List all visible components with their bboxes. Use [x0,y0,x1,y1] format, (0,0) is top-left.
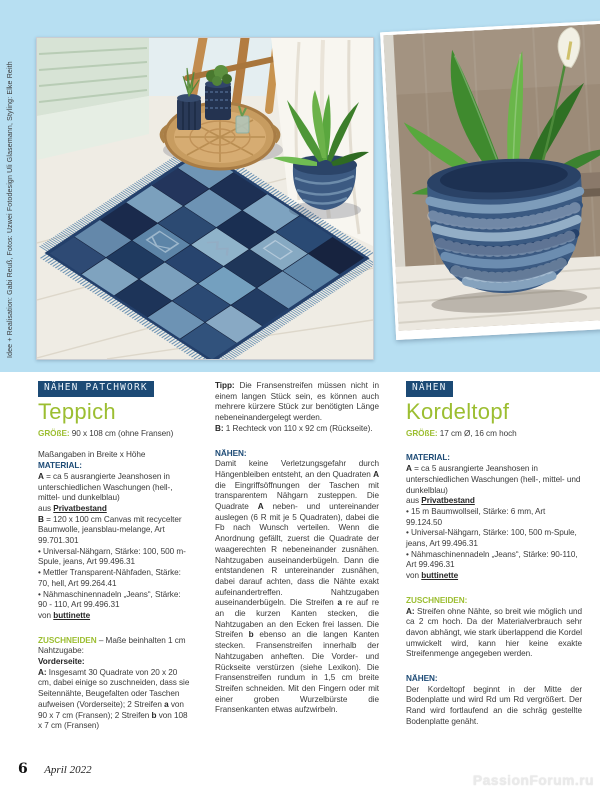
zuschneiden-heading: ZUSCHNEIDEN – Maße beinhalten 1 cm Nahtzugabe: [38,635,186,656]
material-item: A = ca 5 ausrangierte Jeanshosen in unterschiedlichen Waschungen (hell-, mittel- und dunkelblau) [406,464,581,495]
column-instructions [215,381,379,716]
material-item: • Nähmaschinennadeln „Jeans“, Stärke: 90-110, Art 99.496.31 [406,549,578,570]
material-heading: MATERIAL: [38,461,82,471]
rug-photo [36,37,374,360]
naehen-heading: NÄHEN: [215,448,247,458]
sewing-instructions: Damit keine Verletzungsgefahr durch Hängenbleiben entsteht, an den Quadraten A die Eingriffsöffnungen der Taschen mit transparentem Nähgarn zusteppen. Die Quadrate A neben- und untereinander auslegen (6 R mit je 5 Quadraten), dabei die Fb nach Wunsch verteilen. Wenn die Anordnung gefällt, zuerst die Quadrate der waagerechten R nebeneinander zusnähen. Nahtzugaben auseinanderbügeln. Dann die entstandenen R untereinander zusnähen, dabei darauf achten, dass die Nähte exakt aufeinandertreffen. Nahtzugaben auseinanderbügeln. Die Streifen a re auf re an die kurzen Kanten stecken, die Nahtzugaben an den Ecken frei lassen. Die Streifen b ebenso an die langen Kanten stecken. Fransenstreifen innerhalb der Nahtzugaben anheften. Die Vorder- und Rückseite verstürzen (siehe Lexikon). Die Fransenstreifen rundum in 1,5 cm breite Streifen schneiden. Mit den Fingern oder mit einer groben Wurzelbürste die Fransenkanten etwas aufzwirbeln. [215,459,379,715]
material-source: von buttinette [406,571,459,581]
material-item: • Universal-Nähgarn, Stärke: 100, 500 m-Spule, jeans, Art 99.496.31 [406,528,577,549]
basket-photo-illustration [383,23,600,330]
material-item: aus Privatbestand [406,496,475,506]
hero-section [0,0,600,372]
measure-note: Maßangaben in Breite x Höhe [38,450,146,460]
material-item: • Universal-Nähgarn, Stärke: 100, 500 m-Spule, jeans, Art 99.496.31 [38,546,186,567]
vorderseite-label: Vorderseite: [38,657,85,667]
article-title-kordeltopf: Kordeltopf [406,398,510,424]
cutting-instructions: A: Streifen ohne Nähte, so breit wie möglich und ca 2 cm hoch. Da der Materialverbrauch sehr davon abhängt, wie stark überlappend die Kordel umwickelt wird, kann hier keine exakte Streifenmenge angegeben werden. [406,606,582,659]
material-item: aus Privatbestand [38,503,107,513]
cutting-instructions: A: Insgesamt 30 Quadrate von 20 x 20 cm, dabei einige so zuschneiden, dass sie Seitennähte, Beugefalten oder Taschen aufweisen (Vorderseite); 2 Streifen a von 90 x 7 cm (Fransen); 2 Streifen b von 108 x 7 cm (Fransen) [38,667,190,731]
zuschneiden-heading: ZUSCHNEIDEN: [406,595,468,605]
page-number: 6 [18,761,28,777]
section-badge-naehen: NÄHEN [406,381,453,397]
piece-b-line: B: 1 Rechteck von 110 x 92 cm (Rückseite). [215,423,373,433]
section-badge-patchwork: NÄHEN PATCHWORK [38,381,154,397]
size-line: GRÖßE: 90 x 108 cm (ohne Fransen) [38,428,174,438]
tip-paragraph: Tipp: Die Fransenstreifen müssen nicht in einem langen Stück sein, es können auch mehrere kürzere Stück zur benötigten Länge nebeneinandergelegt werden. [215,381,379,423]
article-title-teppich: Teppich [38,398,116,424]
watermark: PassionForum.ru [472,772,594,788]
size-line: GRÖßE: 17 cm Ø, 16 cm hoch [406,428,517,438]
material-item: • Mettler Transparent-Nähfaden, Stärke: 70, hell, Art 99.264.41 [38,568,181,588]
rug-photo-illustration [37,38,373,359]
basket-photo [380,20,600,340]
issue-date: April 2022 [44,764,92,776]
column-teppich [38,381,191,732]
material-heading: MATERIAL: [406,453,450,463]
material-item: • 15 m Baumwollseil, Stärke: 6 mm, Art 99.124.50 [406,506,546,527]
naehen-heading: NÄHEN: [406,674,438,684]
material-item: A = ca 5 ausrangierte Jeanshosen in unterschiedlichen Waschungen (hell-, mittel- und dunkelblau) [38,471,173,503]
material-item: B = 120 x 100 cm Canvas mit recycelter Baumwolle, jeansblau-melange, Art 99.701.301 [38,514,182,546]
page-footer [18,760,92,778]
sewing-instructions: Der Kordeltopf beginnt in der Mitte der Bodenplatte und wird Rd um Rd vergrößert. Der Rand wird fortlaufend an die schräg gestellte Bodenplatte genäht. [406,684,582,726]
photo-credit: Idee + Realisation: Gabi Reuß, Fotos: Uzwei Fotodesign Uli Glasemann, Styling: Elke Reith [7,61,14,358]
material-source: von buttinette [38,610,91,620]
column-kordeltopf [406,381,582,728]
material-item: • Nähmaschinennadeln „Jeans“, Stärke: 90 - 110, Art 99.496.31 [38,589,181,610]
